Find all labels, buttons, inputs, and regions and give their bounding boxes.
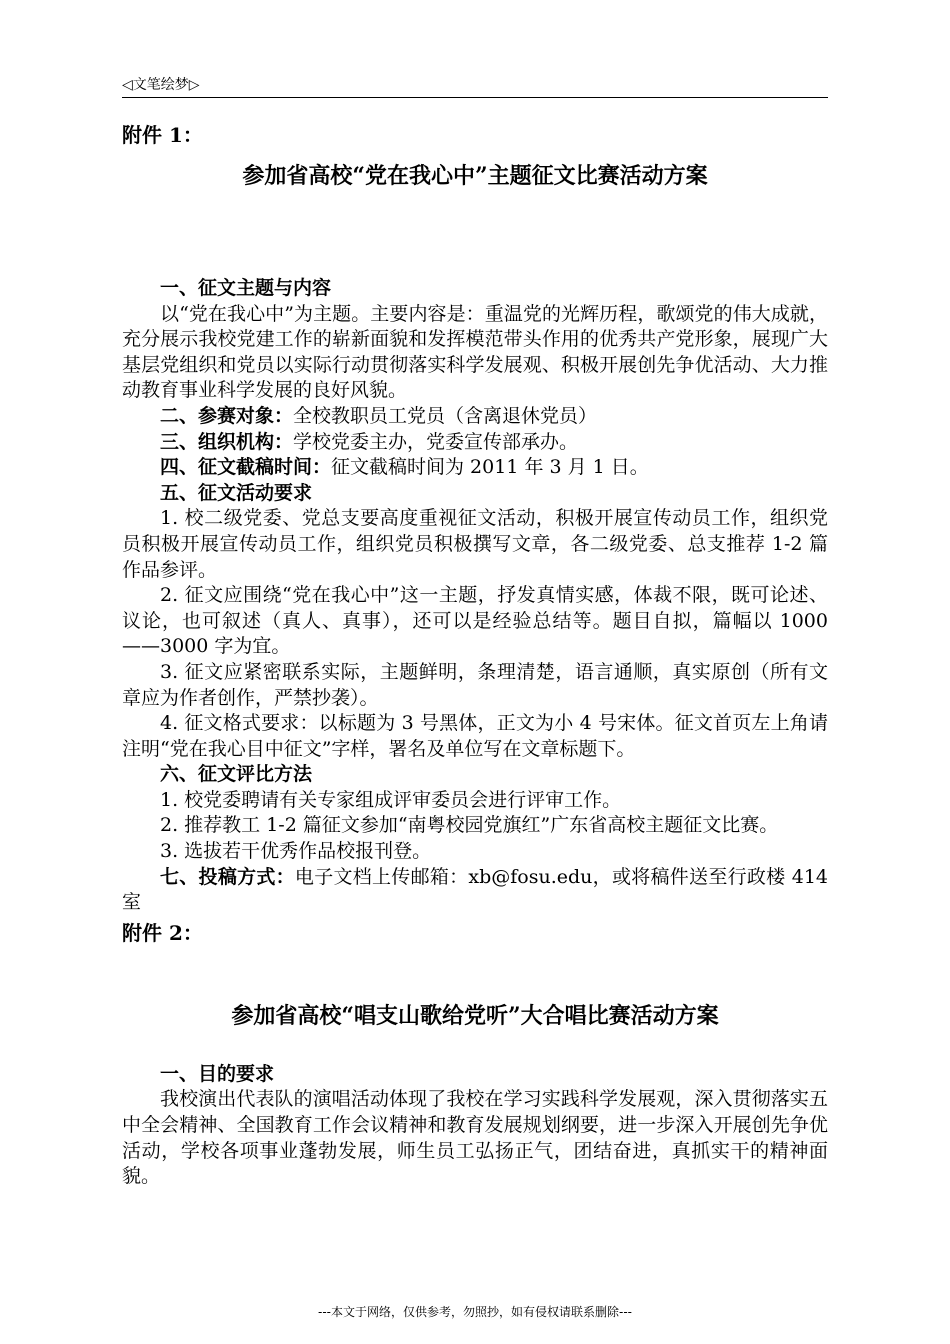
annex1-section4-text: 征文截稿时间为 2011 年 3 月 1 日。 — [331, 456, 649, 479]
annex1-section5-heading: 五、征文活动要求 — [160, 481, 313, 504]
annex1-section5-item: 1. 校二级党委、党总支要高度重视征文活动，积极开展宣传动员工作，组织党员积极开展宣传动员工作，组织党员积极撰写文章，各二级党委、总支推荐 1-2 篇作品参评。 — [122, 507, 828, 581]
annex1-section5-item: 4. 征文格式要求：以标题为 3 号黑体，正文为小 4 号宋体。征文首页左上角请注明“党在我心目中征文”字样，署名及单位写在文章标题下。 — [122, 712, 828, 760]
annex1-section5-item: 3. 征文应紧密联系实际，主题鲜明，条理清楚，语言通顺，真实原创（所有文章应为作者创作，严禁抄袭）。 — [122, 660, 828, 709]
annex1-section4 — [122, 455, 828, 481]
annex1-section6-heading: 六、征文评比方法 — [160, 763, 313, 786]
annex1-section1-heading: 一、征文主题与内容 — [160, 277, 332, 299]
annex2-section1-heading: 一、目的要求 — [160, 1062, 275, 1085]
annex1-body — [122, 276, 828, 916]
header-text: ◁文笔绘梦▷ — [122, 77, 200, 93]
document-page — [122, 120, 828, 1190]
annex1-section3-label: 三、组织机构： — [160, 430, 294, 453]
annex2-title: 参加省高校“唱支山歌给党听”大合唱比赛活动方案 — [231, 1002, 719, 1029]
footer-disclaimer: ---本文于网络，仅供参考，勿照抄，如有侵权请联系删除--- — [318, 1305, 632, 1319]
annex1-section2-label: 二、参赛对象： — [160, 404, 294, 427]
annex1-section2-text: 全校教职员工党员（含离退休党员） — [293, 404, 598, 427]
annex1-section2 — [122, 404, 828, 430]
annex1-label: 附件 1： — [122, 123, 203, 147]
annex2-label: 附件 2： — [122, 920, 203, 945]
annex1-section6-item: 2. 推荐教工 1-2 篇征文参加“南粤校园党旗红”广东省高校主题征文比赛。 — [160, 814, 779, 837]
annex1-section6-item: 3. 选拔若干优秀作品校报刊登。 — [160, 840, 432, 863]
annex1-title: 参加省高校“党在我心中”主题征文比赛活动方案 — [242, 163, 708, 189]
annex1-section6-item: 1. 校党委聘请有关专家组成评审委员会进行评审工作。 — [160, 788, 622, 811]
annex2-section1-text: 我校演出代表队的演唱活动体现了我校在学习实践科学发展观，深入贯彻落实五中全会精神、全国教育工作会议精神和教育发展规划纲要，进一步深入开展创先争优活动，学校各项事业蓬勃发展，师生员工弘扬正气，团结奋进，真抓实干的精神面貌。 — [122, 1088, 828, 1188]
annex1-section3 — [122, 430, 828, 456]
annex1-section1-text: 以“党在我心中”为主题。主要内容是：重温党的光辉历程，歌颂党的伟大成就，充分展示我校党建工作的崭新面貌和发挥模范带头作用的优秀共产党形象，展现广大基层党组织和党员以实际行动贯彻落实科学发展观、积极开展创先争优活动、大力推动教育事业科学发展的良好风貌。 — [122, 302, 828, 402]
header-divider — [122, 97, 828, 98]
annex1-section7-text: 电子文档上传邮箱：xb@fosu.edu，或将稿件送至行政楼 414 室 — [122, 865, 828, 914]
annex1-section4-label: 四、征文截稿时间： — [160, 456, 332, 479]
annex1-section7 — [122, 865, 828, 916]
annex1-section7-label: 七、投稿方式： — [160, 865, 295, 888]
annex1-section3-text: 学校党委主办，党委宣传部承办。 — [293, 430, 579, 453]
annex2-body — [122, 1062, 828, 1190]
annex1-section5-item: 2. 征文应围绕“党在我心中”这一主题，抒发真情实感，体裁不限，既可论述、议论，也可叙述（真人、真事），还可以是经验总结等。题目自拟，篇幅以 1000——3000 字为宜。 — [122, 584, 828, 658]
